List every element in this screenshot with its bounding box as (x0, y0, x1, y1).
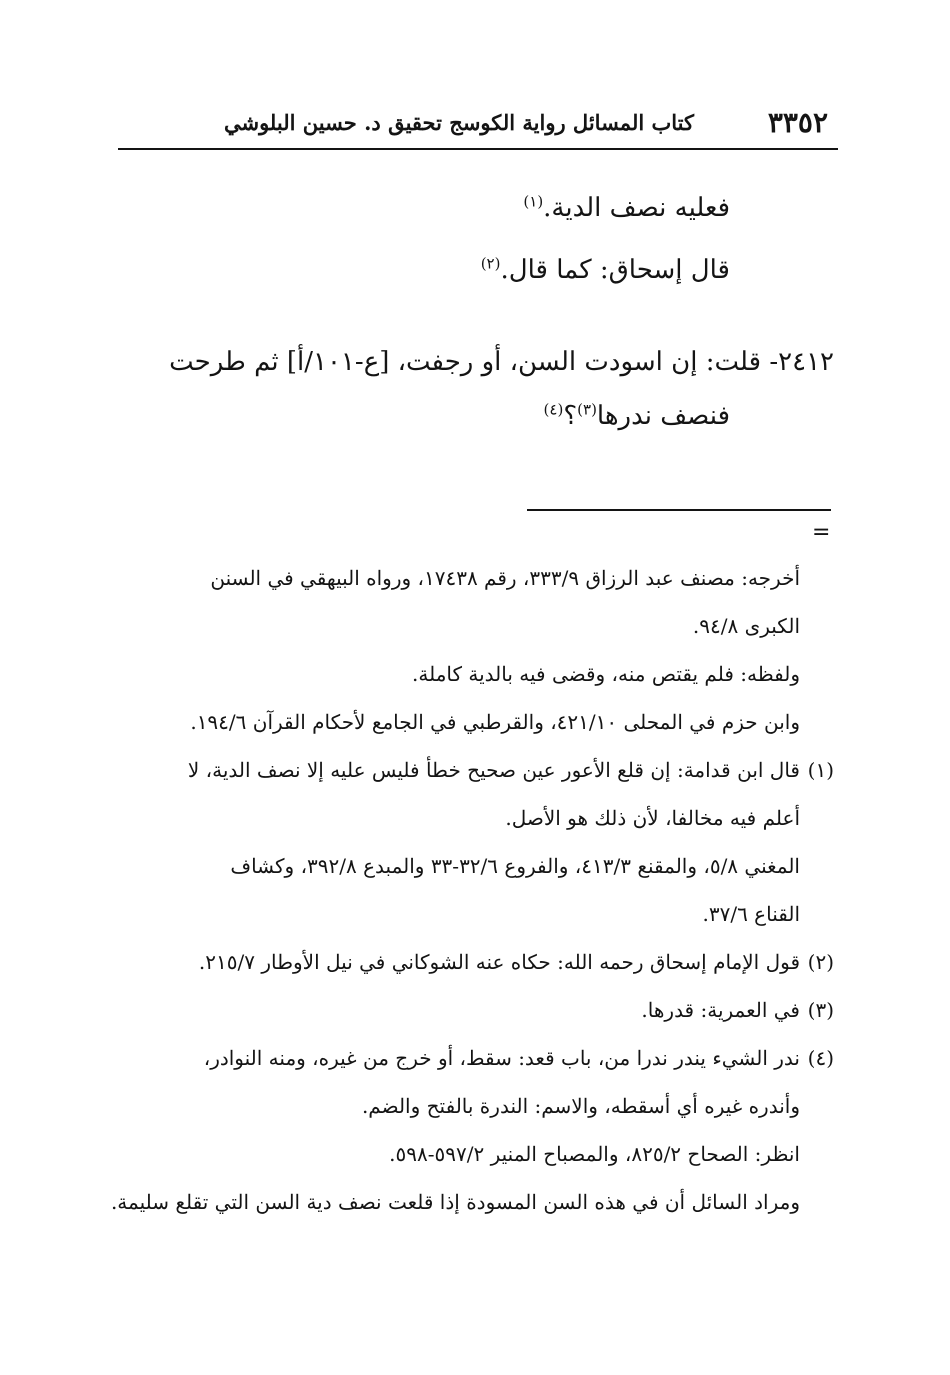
footnote-text: ندر الشيء يندر ندرا من، باب قعد: سقط، أو خرج من غيره، ومنه النوادر، (203, 1046, 800, 1070)
footnote-line: انظر: الصحاح ٨٢٥/٢، والمصباح المنير ٥٩٧/٢-٥٩٨. (389, 1142, 800, 1166)
header-rule (118, 148, 838, 150)
main-text (118, 180, 834, 436)
footnotes (110, 554, 834, 1226)
footnote-line: أعلم فيه مخالفا، لأن ذلك هو الأصل. (505, 806, 800, 830)
main-line (118, 188, 834, 228)
main-line (118, 250, 834, 290)
footnote-line: وأندره غيره أي أسقطه، والاسم: الندرة بالفتح والضم. (361, 1094, 800, 1118)
footnote-text: في العمرية: قدرها. (641, 998, 800, 1022)
footnote-3 (118, 986, 834, 1034)
footnote-text: قال ابن قدامة: إن قلع الأعور عين صحيح خطأ فليس عليه إلا نصف الدية، لا (187, 758, 800, 782)
page-header (118, 102, 834, 146)
question-text: ٢٤١٢- قلت: إن اسودت السن، أو رجفت، [ع-١٠١/أ] ثم طرحت (169, 347, 834, 377)
question-line (118, 342, 834, 382)
footnote-line: القناع ٣٧/٦. (702, 902, 800, 926)
footnote-line: ولفظه: فلم يقتص منه، وقضى فيه بالدية كاملة. (412, 662, 800, 686)
footnote-text: قول الإمام إسحاق رحمه الله: حكاه عنه الشوكاني في نيل الأوطار ٢١٥/٧. (198, 950, 800, 974)
question-text: فنصف ندرها (596, 401, 730, 431)
footnote-separator (527, 509, 831, 511)
footnote-ref: (١) (523, 192, 544, 211)
footnote-line: الكبرى ٩٤/٨. (692, 614, 800, 638)
footnote-marker: (٣) (807, 998, 834, 1022)
footnote-4 (118, 1034, 834, 1082)
footnote-ref: (٢) (480, 254, 501, 273)
footnote-line: أخرجه: مصنف عبد الرزاق ٣٣٣/٩، رقم ١٧٤٣٨، ورواه البيهقي في السنن (210, 566, 800, 590)
footnote-marker: (١) (807, 758, 834, 782)
footnote-ref: (٣) (577, 400, 597, 419)
footnote-1 (118, 746, 834, 794)
running-title: كتاب المسائل رواية الكوسج تحقيق د. حسين البلوشي (223, 110, 694, 135)
footnote-2 (118, 938, 834, 986)
main-line-text: قال إسحاق: كما قال. (500, 255, 730, 285)
question-line (118, 396, 834, 436)
footnote-ref: (٤) (543, 400, 564, 419)
continuation-mark: = (812, 520, 831, 545)
footnote-marker: (٤) (807, 1046, 834, 1070)
footnote-line: وابن حزم في المحلى ٤٢١/١٠، والقرطبي في الجامع لأحكام القرآن ١٩٤/٦. (190, 710, 800, 734)
page-number: ٣٣٥٢ (767, 106, 828, 139)
question-mark: ؟ (563, 401, 578, 431)
footnote-line: المغني ٥/٨، والمقنع ٤١٣/٣، والفروع ٣٢/٦-٣٣ والمبدع ٣٩٢/٨، وكشاف (230, 854, 800, 878)
main-line-text: فعليه نصف الدية. (543, 193, 730, 223)
footnote-marker: (٢) (807, 950, 834, 974)
footnote-line: ومراد السائل أن في هذه السن المسودة إذا قلعت نصف دية السن التي تقلع سليمة. (110, 1190, 800, 1214)
